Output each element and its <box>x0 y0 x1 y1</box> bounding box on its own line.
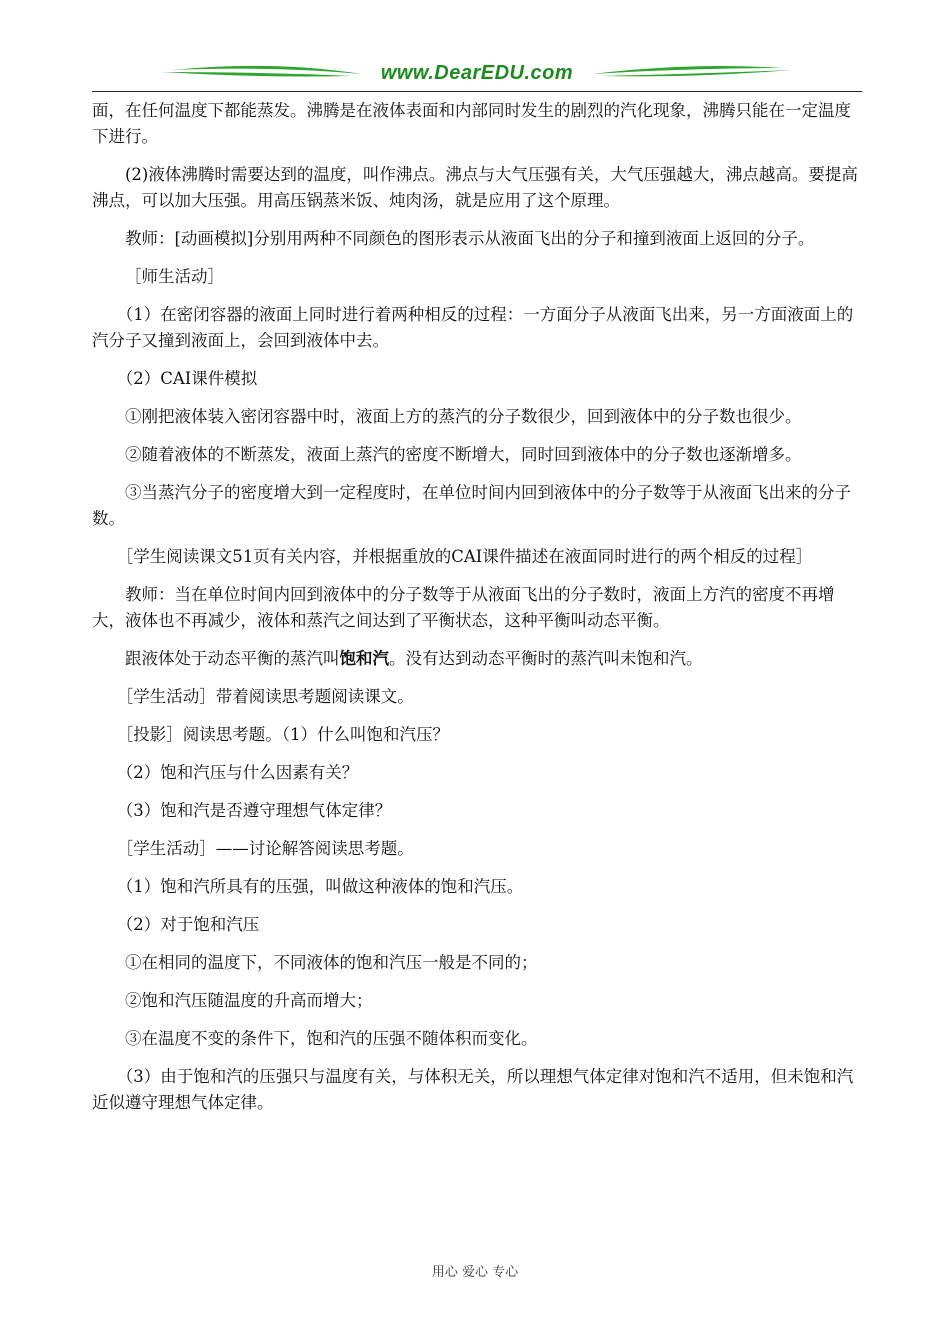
document-body <box>92 98 862 1128</box>
text-run: 。没有达到动态平衡时的蒸汽叫未饱和汽。 <box>389 649 703 668</box>
paragraph: ［师生活动］ <box>125 267 224 286</box>
paragraph: （2）饱和汽压与什么因素有关？ <box>116 763 359 782</box>
text-run: 跟液体处于动态平衡的蒸汽叫 <box>125 649 340 668</box>
paragraph: （2）CAI课件模拟 <box>116 369 258 388</box>
paragraph: ［学生活动］——讨论解答阅读思考题。 <box>116 839 414 858</box>
paragraph: ③当蒸汽分子的密度增大到一定程度时，在单位时间内回到液体中的分子数等于从液面飞出来的分子数。 <box>92 483 851 528</box>
paragraph: （3）由于饱和汽的压强只与温度有关，与体积无关，所以理想气体定律对饱和汽不适用，但未饱和汽近似遵守理想气体定律。 <box>92 1067 854 1112</box>
page-header <box>92 58 862 96</box>
paragraph: （2）对于饱和汽压 <box>116 915 260 934</box>
paragraph: ①在相同的温度下，不同液体的饱和汽压一般是不同的； <box>125 953 538 972</box>
paragraph: 教师：[动画模拟]分别用两种不同颜色的图形表示从液面飞出的分子和撞到液面上返回的分子。 <box>125 229 815 248</box>
paragraph: ②随着液体的不断蒸发，液面上蒸汽的密度不断增大，同时回到液体中的分子数也逐渐增多。 <box>125 445 802 464</box>
paragraph: (2)液体沸腾时需要达到的温度，叫作沸点。沸点与大气压强有关，大气压强越大，沸点越高。要提高沸点，可以加大压强。用高压锅蒸米饭、炖肉汤，就是应用了这个原理。 <box>92 165 858 210</box>
paragraph: （1）在密闭容器的液面上同时进行着两种相反的过程：一方面分子从液面飞出来，另一方面液面上的汽分子又撞到液面上，会回到液体中去。 <box>92 305 854 350</box>
header-divider <box>92 91 862 92</box>
page-footer: 用心 爱心 专心 <box>431 1265 519 1280</box>
paragraph: ②饱和汽压随温度的升高而增大； <box>125 991 373 1010</box>
paragraph: ［学生阅读课文51页有关内容，并根据重放的CAI课件描述在液面同时进行的两个相反的过程］ <box>116 547 813 566</box>
term-saturated-vapor: 饱和汽 <box>339 649 389 668</box>
paragraph: ［学生活动］带着阅读思考题阅读课文。 <box>116 687 414 706</box>
paragraph: 教师：当在单位时间内回到液体中的分子数等于从液面飞出的分子数时，液面上方汽的密度不再增大，液体也不再减少，液体和蒸汽之间达到了平衡状态，这种平衡叫动态平衡。 <box>92 585 835 630</box>
paragraph-saturated-vapor <box>92 646 862 672</box>
header-site-logo: www.DearEDU.com <box>380 62 574 84</box>
paragraph: ①刚把液体装入密闭容器中时，液面上方的蒸汽的分子数很少，回到液体中的分子数也很少。 <box>125 407 802 426</box>
paragraph: 面，在任何温度下都能蒸发。沸腾是在液体表面和内部同时发生的剧烈的汽化现象，沸腾只能在一定温度下进行。 <box>92 101 851 146</box>
paragraph: （1）饱和汽所具有的压强，叫做这种液体的饱和汽压。 <box>116 877 524 896</box>
paragraph: ③在温度不变的条件下，饱和汽的压强不随体积而变化。 <box>125 1029 538 1048</box>
paragraph: （3）饱和汽是否遵守理想气体定律？ <box>116 801 392 820</box>
paragraph: ［投影］阅读思考题。（1）什么叫饱和汽压？ <box>116 725 449 744</box>
